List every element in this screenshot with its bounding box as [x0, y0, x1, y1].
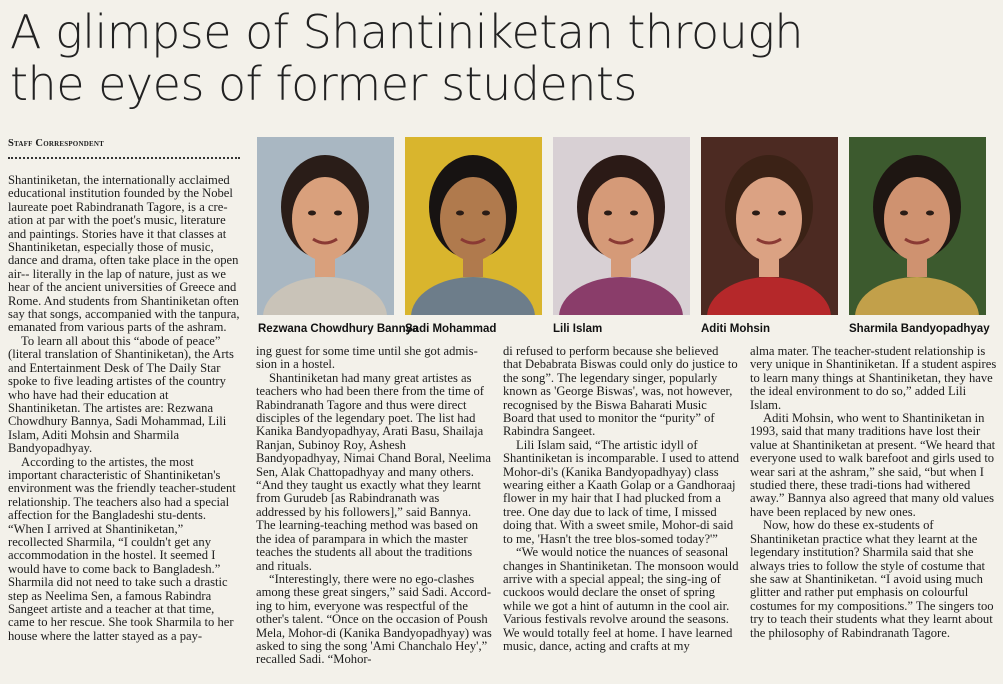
photo-caption: Sadi Mohammad: [405, 323, 497, 335]
portrait-eye: [604, 211, 612, 216]
photo-lili-islam: [553, 137, 690, 315]
photo-caption: Rezwana Chowdhury Bannya: [258, 323, 419, 335]
photo-caption: Sharmila Bandyopadhyay: [849, 323, 990, 335]
portrait-face: [884, 177, 950, 261]
portrait-eye: [630, 211, 638, 216]
paragraph: “We would notice the nuances of seasonal changes in Shantiniketan. The monsoon would arrive with a special appeal; the sing-ing of cuckoos would declare the onset of spring while we got a hint of autumn in the cool air. Various festivals revolve around the seasons. We would totally feel at home. I have learned music, dance, acting and crafts at my: [503, 545, 739, 653]
portrait-face: [292, 177, 358, 261]
portrait-face: [440, 177, 506, 261]
paragraph: Shantiniketan had many great artistes as teachers who had been there from the time of Rabindranath Tagore and thus were direct disciples of the legendary poet. The list had Kanika Bandyopadhyay, Arati Basu, Shailaja Ranjan, Subinoy Roy, Ashesh Bandyopadhyay, Nimai Chand Boral, Neelima Sen, Alak Chattopadhyay and many others. “And they taught us exactly what they learnt from Gurudeb [as Rabindranath was addressed by his followers],” said Bannya. The learning-teaching method was based on the idea of parampara in which the master teaches the students all about the traditions and rituals.: [256, 370, 491, 573]
portrait-eye: [900, 211, 908, 216]
portrait-eye: [778, 211, 786, 216]
paragraph: “Interestingly, there were no ego-clashes among these great singers,” said Sadi. Accord-ing to him, everyone was respectful of the other's talent. “Once on the occasion of Poush Mela, Mohor-di (Kanika Bandyopadhyay) was asked to sing the song 'Ami Chanchalo Hey',” recalled Sadi. “Mohor-: [256, 571, 492, 667]
byline: Staff Correspondent: [8, 138, 104, 149]
portrait-image: [701, 137, 838, 315]
paragraph: ing guest for some time until she got admis-sion in a hostel.: [256, 345, 478, 372]
byline-divider: [8, 157, 240, 159]
portrait-image: [405, 137, 542, 315]
photo-sharmila-bandyopadhyay: [849, 137, 986, 315]
portrait-eye: [456, 211, 464, 216]
portrait-image: [553, 137, 690, 315]
photo-rezwana-chowdhury-bannya: [257, 137, 394, 315]
paragraph: To learn all about this “abode of peace” (literal translation of Shantiniketan), the Arts and Entertainment Desk of The Daily Star spoke to five leading artistes of the country who have had their education at Shantiniketan. The artistes are: Rezwana Chowdhury Bannya, Sadi Mohammad, Lili Islam, Aditi Mohsin and Sharmila Bandyopadhyay.: [8, 333, 234, 456]
photo-caption: Lili Islam: [553, 323, 603, 335]
photo-aditi-mohsin: [701, 137, 838, 315]
headline-line-1: A glimpse of Shantiniketan through: [10, 5, 804, 59]
portrait-eye: [926, 211, 934, 216]
photo-sadi-mohammad: [405, 137, 542, 315]
portrait-face: [588, 177, 654, 261]
portrait-eye: [308, 211, 316, 216]
headline: [10, 6, 1000, 110]
paragraph: Now, how do these ex-students of Shantiniketan practice what they learnt at the legendary institution? Sharmila said that she always tries to follow the style of costume that she saw at Shantiniketan. “I avoid using much glitter and rather put emphasis on colourful costumes for my compositions.” The singers too try to teach their students what they learnt about the philosophy of Rabindranath Tagore.: [750, 518, 994, 640]
portrait-image: [257, 137, 394, 315]
portrait-face: [736, 177, 802, 261]
article-column-2: [256, 345, 492, 684]
article-column-4: [750, 345, 998, 684]
paragraph: di refused to perform because she believed that Debabrata Biswas could only do justice to the song”. The legendary singer, popularly known as 'George Biswas', was, not however, recognised by the Biswa Baharati Music Board that used to monitor the “purity” of Rabindra Sangeet.: [503, 345, 738, 439]
article-column-1: [8, 174, 241, 684]
paragraph: Shantiniketan, the internationally acclaimed educational institution founded by the Nobel laureate poet Rabindranath Tagore, is a cre-ation at par with the poet's music, literature and paintings. Stories have it that classes at Shantiniketan, especially those of music, dance and drama, often take place in the open air-- literally in the lap of nature, just as we hear of the ancient universities of Greece and Rome. And students from Shantiniketan often say that songs, accompanied with the tanpura, emanated from various parts of the ashram.: [8, 174, 240, 335]
paragraph: Lili Islam said, “The artistic idyll of Shantiniketan is incomparable. I used to attend Mohor-di's (Kanika Bandyopadhyay) class wearing either a Kaath Golap or a Gandhoraaj flower in my hair that I had plucked from a tree. One day due to lack of time, I missed doing that. With a sweet smile, Mohor-di said to me, 'Hasn't the tree blos-somed today?'”: [503, 437, 740, 546]
headline-line-2: the eyes of former students: [10, 57, 637, 111]
article-column-3: [503, 345, 740, 684]
paragraph: alma mater. The teacher-student relationship is very unique in Shantiniketan. If a student aspires to learn many things at Shantiniketan, they have the ideal environment to do so,” added Lili Islam.: [750, 345, 997, 412]
photo-caption: Aditi Mohsin: [701, 323, 770, 335]
portrait-eye: [752, 211, 760, 216]
portrait-eye: [482, 211, 490, 216]
portrait-eye: [334, 211, 342, 216]
paragraph: According to the artistes, the most important characteristic of Shantiniketan's environment was the friendly teacher-student relationship. The teachers also had a special affection for the Bangladeshi stu-dents. “When I arrived at Shantiniketan,” recollected Sharmila, “I couldn't get any accommodation in the hostel. It seemed I would have to come back to Bangladesh.” Sharmila did not need to take such a drastic step as Neelima Sen, a famous Rabindra Sangeet artiste and a teacher at that time, came to her rescue. She took Sharmila to her house where the latter stayed as a pay-: [8, 454, 236, 643]
portrait-image: [849, 137, 986, 315]
paragraph: Aditi Mohsin, who went to Shantiniketan in 1993, said that many traditions have lost their value at Shantiniketan at present. “We heard that everyone used to walk barefoot and girls used to wear sari at the ashram,” she said, “but when I studied there, these tradi-tions had withered away.” Bannya also agreed that many old values have been replaced by new ones.: [750, 411, 996, 519]
